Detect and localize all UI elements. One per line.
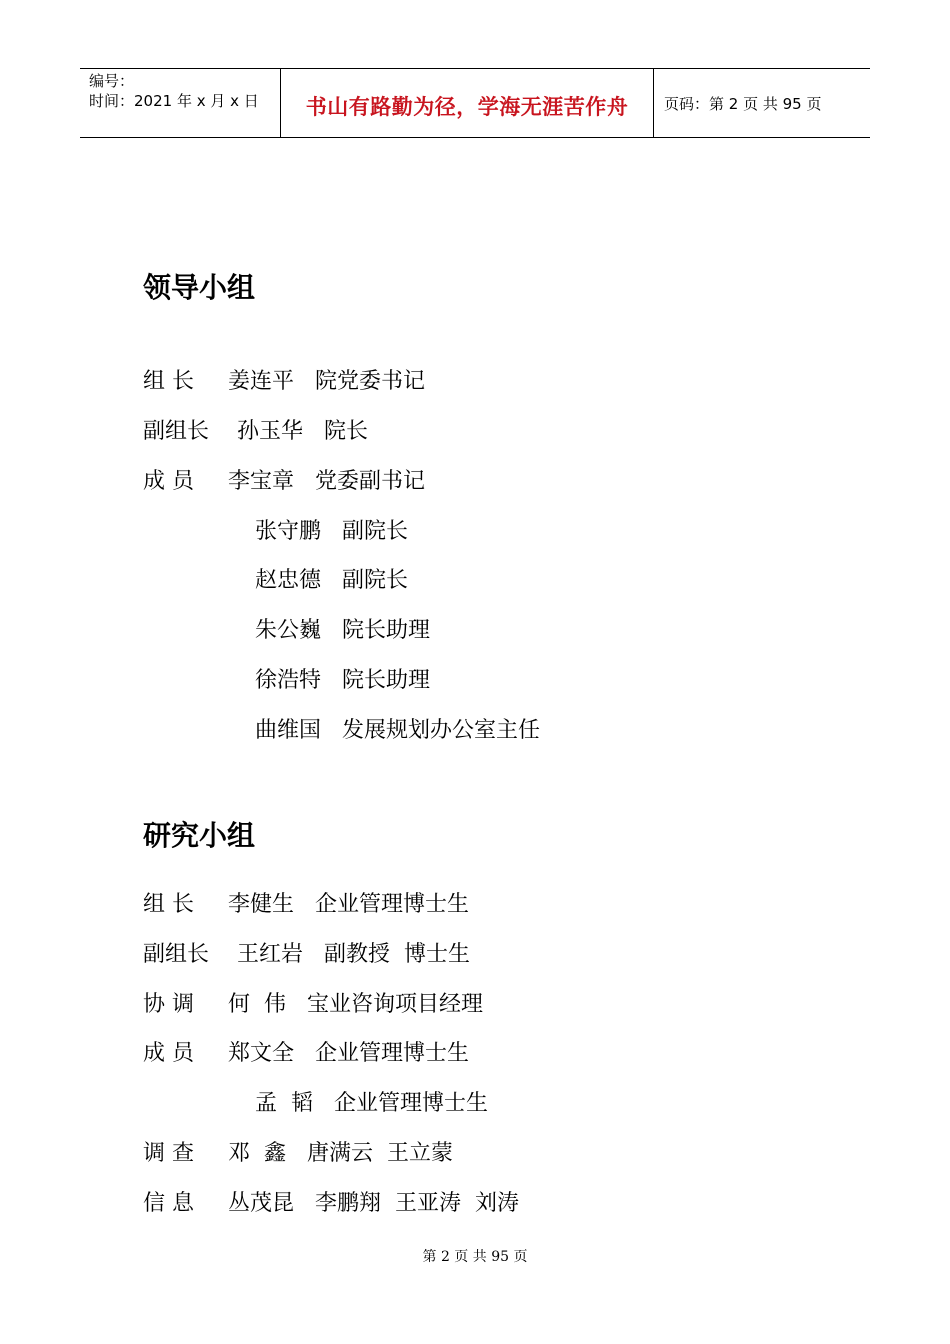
role-label: 组 长 bbox=[143, 892, 194, 917]
research-line bbox=[143, 941, 470, 969]
research-line bbox=[255, 1090, 488, 1118]
role-label: 副组长 bbox=[143, 419, 210, 444]
header-motto: 书山有路勤为径，学海无涯苦作舟 bbox=[305, 95, 629, 119]
research-line-content: 孟 韬 企业管理博士生 bbox=[255, 1091, 488, 1116]
leadership-line bbox=[255, 617, 430, 645]
research-line-content: 邓 鑫 唐满云 王立蒙 bbox=[228, 1141, 453, 1166]
leadership-line bbox=[143, 468, 425, 496]
research-line-content: 丛茂昆 李鹏翔 王亚涛 刘涛 bbox=[228, 1191, 519, 1216]
research-line-content: 何 伟 宝业咨询项目经理 bbox=[228, 992, 483, 1017]
role-label: 协 调 bbox=[143, 992, 194, 1017]
leadership-line bbox=[255, 667, 430, 695]
page-footer: 第 2 页 共 95 页 bbox=[422, 1249, 528, 1265]
leadership-line bbox=[255, 518, 408, 546]
role-label: 组 长 bbox=[143, 369, 194, 394]
page-header bbox=[80, 68, 870, 138]
member-name: 姜连平 bbox=[228, 369, 295, 394]
member-name: 赵忠德 bbox=[255, 568, 322, 593]
header-meta-cell bbox=[80, 69, 281, 137]
member-position: 发展规划办公室主任 bbox=[342, 718, 541, 743]
role-label: 成 员 bbox=[143, 1041, 194, 1066]
member-position: 副院长 bbox=[342, 519, 409, 544]
research-line-content: 李健生 企业管理博士生 bbox=[228, 892, 469, 917]
role-label: 副组长 bbox=[143, 942, 210, 967]
member-name: 曲维国 bbox=[255, 718, 322, 743]
research-line bbox=[143, 1040, 469, 1068]
leadership-line bbox=[143, 418, 368, 446]
member-name: 徐浩特 bbox=[255, 668, 322, 693]
header-pager: 页码：第 2 页 共 95 页 bbox=[664, 95, 822, 113]
member-position: 院党委书记 bbox=[315, 369, 426, 394]
doc-time-label: 时间：2021 年 x 月 x 日 bbox=[89, 92, 259, 110]
research-line bbox=[143, 891, 469, 919]
leadership-line bbox=[255, 717, 540, 745]
research-line-content: 郑文全 企业管理博士生 bbox=[228, 1041, 469, 1066]
member-position: 党委副书记 bbox=[315, 469, 426, 494]
member-name: 张守鹏 bbox=[255, 519, 322, 544]
leadership-line bbox=[143, 368, 425, 396]
research-title: 研究小组 bbox=[143, 819, 256, 852]
research-line bbox=[143, 1140, 453, 1168]
member-position: 院长 bbox=[324, 419, 369, 444]
member-name: 李宝章 bbox=[228, 469, 295, 494]
header-pager-cell bbox=[654, 69, 870, 137]
role-label: 调 查 bbox=[143, 1141, 194, 1166]
research-line bbox=[143, 991, 483, 1019]
research-line bbox=[143, 1190, 519, 1218]
role-label: 成 员 bbox=[143, 469, 194, 494]
member-position: 院长助理 bbox=[342, 618, 431, 643]
leadership-line bbox=[255, 567, 408, 595]
member-name: 孙玉华 bbox=[237, 419, 304, 444]
member-name: 朱公巍 bbox=[255, 618, 322, 643]
role-label: 信 息 bbox=[143, 1191, 194, 1216]
leadership-title: 领导小组 bbox=[143, 271, 256, 304]
member-position: 院长助理 bbox=[342, 668, 431, 693]
member-position: 副院长 bbox=[342, 568, 409, 593]
research-line-content: 王红岩 副教授 博士生 bbox=[237, 942, 470, 967]
header-motto-cell bbox=[281, 69, 654, 137]
doc-number-label: 编号： bbox=[89, 72, 135, 90]
